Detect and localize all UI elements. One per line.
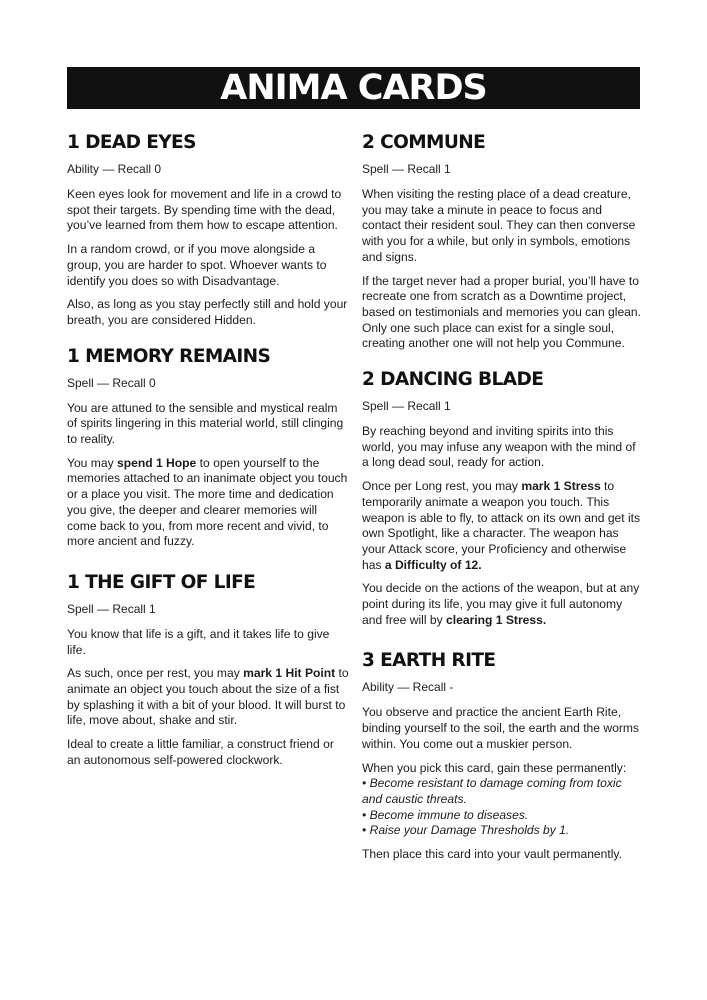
card-subtitle: Spell — Recall 0 <box>67 375 156 390</box>
card-subtitle: Spell — Recall 1 <box>362 399 451 414</box>
card-title: 2 COMMUNE <box>362 132 486 153</box>
card-dead-eyes <box>67 132 349 329</box>
text-run: As such, once per rest, you may <box>67 666 244 681</box>
text-run: to temporarily animate a weapon you touch. This weapon is able to fly, to attack on its own and get its own Spotlight, like a character. The weapon has your Attack score, your Proficiency and otherwise has <box>362 479 641 572</box>
list-item: • Become resistant to damage coming from toxic and caustic threats. <box>362 776 622 806</box>
card-subtitle: Spell — Recall 1 <box>67 601 156 616</box>
card-paragraph <box>67 456 349 550</box>
card-title: 1 DEAD EYES <box>67 132 196 153</box>
card-paragraph: Then place this card into your vault permanently. <box>362 847 622 862</box>
card-paragraph: When visiting the resting place of a dead creature, you may take a minute in peace to focus and contact their resident soul. They can then converse with you for a while, but only in symbols, emotions and signs. <box>362 187 636 264</box>
text-run: Once per Long rest, you may <box>362 479 522 494</box>
card-paragraph: Ideal to create a little familiar, a construct friend or an autonomous self-powered clockwork. <box>67 737 334 767</box>
card-earth-rite <box>362 650 642 862</box>
bold-text: a Difficulty of 12. <box>384 557 482 572</box>
card-paragraph: You know that life is a gift, and it takes life to give life. <box>67 626 330 657</box>
card-paragraph <box>362 581 642 628</box>
card-dancing-blade <box>362 369 642 628</box>
card-subtitle: Spell — Recall 1 <box>362 162 451 176</box>
page-title: ANIMA CARDS <box>67 67 640 109</box>
card-paragraph: If the target never had a proper burial, you’ll have to recreate one from scratch as a Downtime project, based on testimonials and memories you can glean. Only one such place can exist for a single soul, creating another one will not help you Commune. <box>362 273 641 351</box>
card-title: 2 DANCING BLADE <box>362 369 544 391</box>
card-title: 3 EARTH RITE <box>362 650 496 672</box>
bold-text: mark 1 Hit Point <box>243 666 336 681</box>
list-item: • Raise your Damage Thresholds by 1. <box>362 823 570 838</box>
card-paragraph <box>362 479 642 573</box>
text-run: to open yourself to the memories attached to an inanimate object you touch or a place you visit. The more time and dedication you give, the deeper and clearer memories will come back to you, from more recent and vivid, to more ancient and fuzzy. <box>67 455 348 549</box>
card-paragraph: You are attuned to the sensible and mystical realm of spirits lingering in this material world, still clinging to reality. <box>67 400 344 447</box>
card-title: 1 MEMORY REMAINS <box>67 345 271 367</box>
card-subtitle: Ability — Recall 0 <box>67 162 162 176</box>
card-paragraph: Also, as long as you stay perfectly still and hold your breath, you are considered Hidden. <box>67 297 348 327</box>
card-gift-of-life <box>67 572 349 769</box>
left-column <box>67 132 349 777</box>
card-commune <box>362 132 642 352</box>
text-run: You decide on the actions of the weapon, but at any point during its life, you may give it full autonomy and free will by <box>362 581 640 627</box>
card-paragraph: In a random crowd, or if you move alongside a group, you are harder to spot. Whoever wants to identify you does so with Disadvantage. <box>67 242 327 288</box>
bold-text: spend 1 Hope <box>116 455 197 470</box>
right-column <box>362 132 642 871</box>
card-paragraph: Keen eyes look for movement and life in a crowd to spot their targets. By spending time with the dead, you’ve learned from them how to escape attention. <box>67 187 342 233</box>
bullet-list <box>362 776 642 839</box>
card-paragraph: When you pick this card, gain these permanently: <box>362 760 627 775</box>
card-paragraph: You observe and practice the ancient Earth Rite, binding yourself to the soil, the earth and the worms within. You come out a muskier person. <box>362 705 639 751</box>
card-subtitle: Ability — Recall - <box>362 680 454 695</box>
bold-text: mark 1 Stress <box>521 479 601 494</box>
card-paragraph: By reaching beyond and inviting spirits into this world, you may infuse any weapon with the mind of a long dead soul, ready for action. <box>362 424 636 470</box>
card-paragraph <box>67 666 349 729</box>
text-run: You may <box>67 455 117 470</box>
bold-text: clearing 1 Stress. <box>446 612 547 627</box>
list-item: • Become immune to diseases. <box>362 807 529 822</box>
text-run: to animate an object you touch about the size of a fist by splashing it with a bit of your blood. It will burst to life, move about, shake and stir. <box>67 666 349 728</box>
card-memory-remains <box>67 346 349 550</box>
card-title: 1 THE GIFT OF LIFE <box>67 571 256 593</box>
